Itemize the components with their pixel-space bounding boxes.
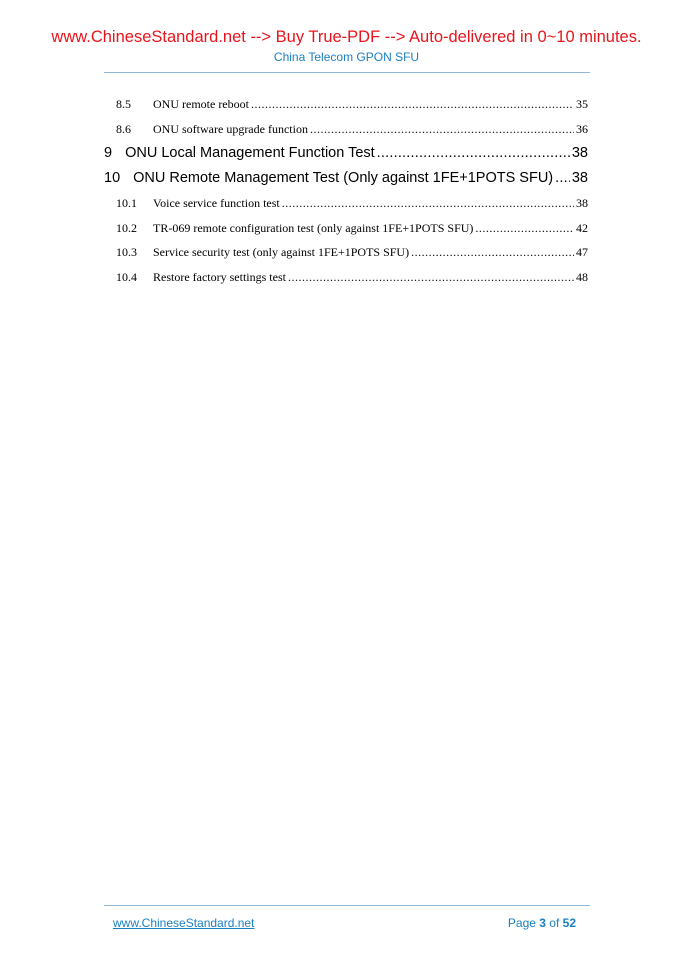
toc-leader-dots [282,191,574,216]
footer-website-link[interactable]: www.ChineseStandard.net [113,916,255,930]
current-page-number: 3 [539,916,546,930]
toc-leader-dots [411,240,574,265]
toc-title: Service security test (only against 1FE+1POTS SFU) [153,245,410,259]
page-indicator [508,916,576,930]
header-divider [104,72,590,73]
toc-number: 8.5 [116,97,131,111]
footer-divider [104,905,590,906]
toc-leader-dots [251,92,574,117]
toc-title: ONU software upgrade function [153,121,308,136]
total-page-count: 52 [562,916,576,930]
document-title: China Telecom GPON SFU [273,50,420,64]
table-of-contents [104,92,588,289]
toc-entry-8-5[interactable] [104,92,588,117]
toc-number: 10.1 [116,196,137,210]
toc-leader-dots [475,216,574,241]
toc-entry-10-1[interactable] [104,191,588,216]
promo-banner[interactable]: www.ChineseStandard.net --> Buy True-PDF --> Auto-delivered in 0~10 minutes. [51,28,642,46]
page-prefix: Page [507,916,540,930]
toc-page-number: 38 [571,145,588,161]
toc-entry-9[interactable] [104,141,588,166]
toc-number: 10.2 [116,220,137,235]
toc-entry-10-4[interactable] [104,265,588,290]
toc-title: TR-069 remote configuration test (only against 1FE+1POTS SFU) [153,220,474,235]
toc-page-number: 35 [576,97,588,111]
toc-page-number: 38 [571,170,588,186]
toc-number: 9 [104,145,113,161]
toc-title: Restore factory settings test [153,269,286,284]
toc-title: ONU remote reboot [153,97,249,111]
toc-title: ONU Remote Management Test (Only against 1FE+1POTS SFU) [133,170,554,186]
toc-entry-10[interactable] [104,166,588,191]
toc-leader-dots [377,141,570,166]
toc-number: 8.6 [116,121,131,136]
toc-number: 10.3 [116,245,137,259]
toc-entry-10-2[interactable] [104,216,588,241]
toc-title: ONU Local Management Function Test [125,145,375,161]
toc-entry-8-6[interactable] [104,117,588,142]
toc-entry-10-3[interactable] [104,240,588,265]
toc-page-number: 48 [576,269,588,284]
toc-page-number: 47 [576,245,588,259]
toc-title: Voice service function test [153,196,280,210]
toc-leader-dots [310,117,574,142]
toc-page-number: 36 [576,121,588,136]
page-of-text: of [545,916,563,930]
toc-leader-dots [288,265,574,290]
toc-page-number: 42 [576,220,588,235]
toc-number: 10.4 [116,269,137,284]
toc-number: 10 [104,170,121,186]
toc-leader-dots [555,166,570,191]
toc-page-number: 38 [576,196,588,210]
